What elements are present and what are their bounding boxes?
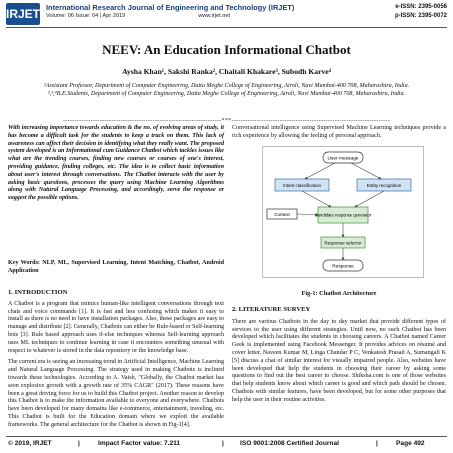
footer-iso: ISO 9001:2008 Certified Journal	[240, 440, 339, 447]
right-intro-paragraph: Conversational intelligence using Supervised Machine Learning techniques provide a rich experience by allowing the feeling of personal approach.	[232, 125, 446, 139]
literature-survey-heading: 2. LITERATURE SURVEY	[232, 306, 311, 313]
node-response-label: Response	[332, 264, 354, 270]
architecture-diagram	[263, 147, 423, 277]
paper-authors: Aysha Khan¹, Sakshi Ranka², Chaitali Khakare³, Subodh Karve⁴	[122, 67, 331, 76]
journal-website[interactable]: www.irjet.net	[198, 13, 231, 19]
architecture-figure	[262, 146, 424, 278]
paper-title: NEEV: An Education Informational Chatbot	[102, 42, 351, 57]
introduction-paragraph-1: A Chatbot is a program that mimics human-like intelligent conversations through text chats and voice commands [1]. It is fast and less confusing which makes it easy to install as there is no need to have installation packages. Also, these packages are easy to manage and distribute [2]. Generally, Chatbots can either be Rule-based or Self-learning bots [3]. Rule based approach uses if-else techniques whereas Self-learning approach uses ML techniques to continue learning in case it encounters something unusual with respect to whatever is stored in the data repository or the knowledge base.	[8, 300, 224, 354]
abstract: With increasing importance towards education & the no. of evolving areas of study, it has become a difficult task for the students to keep a track on them. This lack of awareness can affect their decision in identifying what they really want. The proposed system developed is an Informational cum Guidance Chatbot which tackles issues like what are the trending courses, finding new courses or courses of one's interest, providing guidance, finding colleges, etc. The idea is to collect basic information about user's interest through conversations. The Chatbot interacts with the user by asking basic questions, processes the query using Machine Learning Algorithms along with Natural Language Processing, and accordingly, serve the response or suggest the possible options.	[8, 125, 224, 202]
journal-title: International Research Journal of Engineering and Technology (IRJET)	[46, 3, 295, 12]
node-candidate-label: Candidate response generator	[314, 212, 372, 218]
footer-divider	[6, 436, 447, 437]
footer-impact-factor: Impact Factor value: 7.211	[98, 440, 181, 447]
journal-volume-line	[46, 13, 230, 19]
introduction-section	[8, 289, 224, 430]
literature-survey-paragraph: There are various Chatbots in the day to day market that provide different types of services to the user using different strategies. Until now, no such Chatbot has been developed which facilitates the students in choosing careers. A Chatbot named Career Geek is implemented using Facebook Messenger. It provides advices on résumé and cover letter. Naveen Kumar M, Linga Chandar P C, Venkatesh Prasad A, Sumangali K [5] discuss a chat of similar interest for visually impaired people. Also, websites have been developed that help the students in choosing their career by asking some questions to find out the best career to choose. Shiksha.com is one of those websites that help students know about which career is good and which path should be chosen. Chatbots with similar features, have been developed, but for some other purposes that help the user in their routine activities.	[232, 318, 446, 403]
journal-volume: Volume: 06 Issue: 04 | Apr 2019	[46, 13, 126, 19]
node-intent-label: Intent classification	[282, 183, 322, 188]
node-context-label: Context	[274, 212, 290, 217]
keywords: Key Words: NLP, ML, Supervised Learning, Intent Matching, Chatbot, Android Application	[8, 260, 224, 274]
pissn: p-ISSN: 2395-0072	[394, 13, 447, 19]
footer-separator-1: |	[78, 440, 80, 447]
issn-block	[395, 3, 447, 21]
footer-separator-2: |	[222, 440, 224, 447]
affiliation-2: ²,³,⁴B.E.Students, Department of Computer Engineering, Datta Meghe College of Engineering, Airoli, Navi Mumbai-400 708, Maharashtra, India.	[47, 91, 406, 98]
literature-survey-section	[232, 306, 446, 405]
footer-separator-3: |	[376, 440, 378, 447]
footer-page-number: Page 492	[396, 440, 425, 447]
affiliations	[30, 82, 423, 98]
eissn: e-ISSN: 2395-0056	[395, 4, 447, 10]
header-divider	[6, 27, 447, 28]
introduction-paragraph-2: The current era is seeing an increasing trend in Artificial Intelligence, Machine Learning and Natural Language Processing. The strategy used in making Chatbots is inclined towards these technologies. According to A. Vaish, "Globally, the Chatbot market has seen explosive growth with a growth rate of 35% CAGR" (2017). These reasons have been a great driving force for us to build this Chatbot project. Another reason to develop this Chatbot is to make the information available to everyone and everywhere. Chatbots have been developed for many domains like e-commerce, entertainment, traveling, etc. This Chatbot is built for the Education domain where we exploit the available frameworks. The general architecture for the Chatbot is shown in Fig-1[4].	[8, 359, 224, 428]
node-entity-label: Entity recognition	[366, 183, 402, 188]
figure-caption: Fig-1: Chatbot Architecture	[301, 290, 377, 297]
node-user-message-label: User message	[327, 156, 359, 162]
journal-logo: IRJET	[6, 3, 40, 25]
section-separator: ---------------------------------------------------------------------***---------------------------------------------------------------------	[62, 118, 391, 124]
footer-copyright: © 2019, IRJET	[8, 440, 52, 447]
node-selector-label: Response selector	[324, 240, 362, 246]
affiliation-1: ¹Assistant Professor, Department of Computer Engineering, Datta Meghe College of Engineering, Airoli, Navi Mumbai-400 708, Maharashtra, India.	[43, 83, 410, 89]
introduction-heading: 1. INTRODUCTION	[8, 289, 68, 296]
